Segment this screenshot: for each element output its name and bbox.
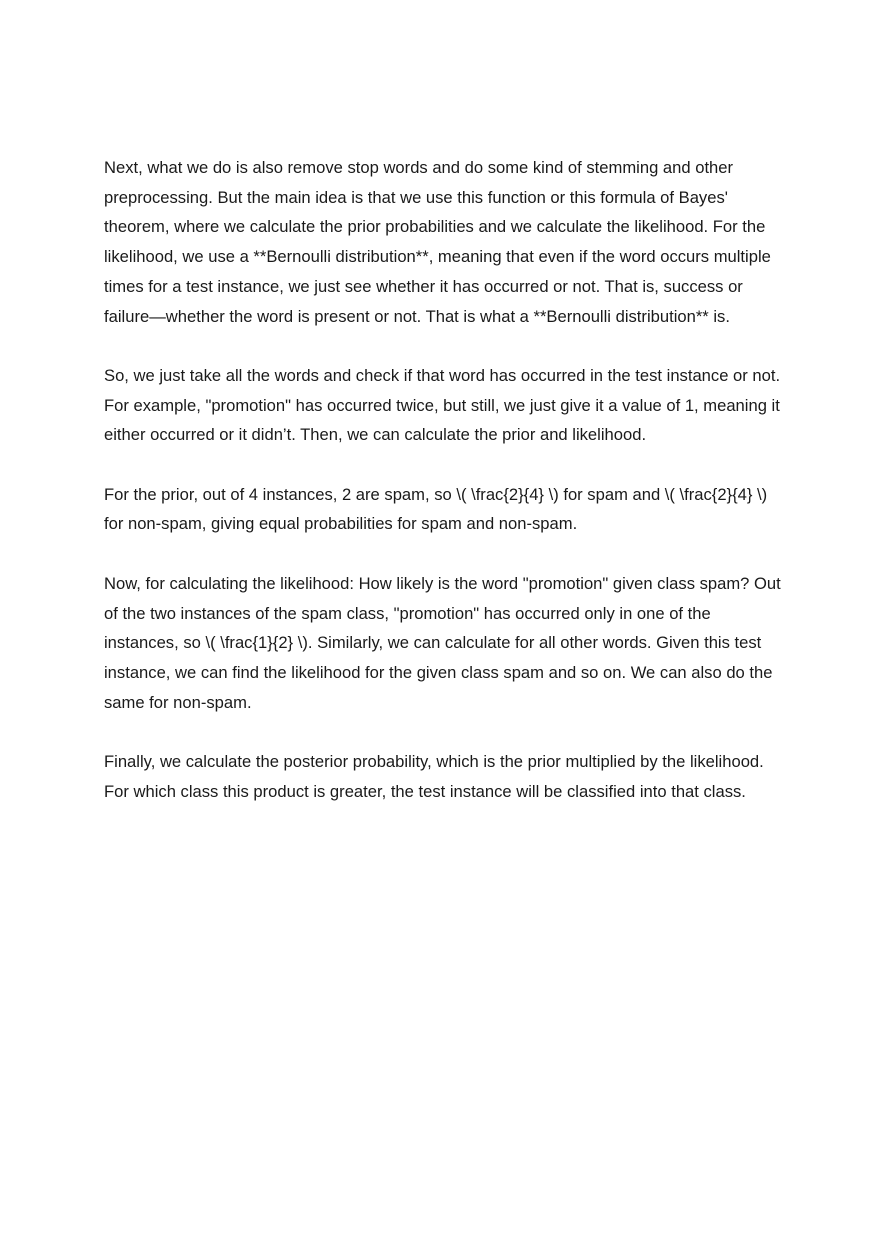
paragraph-bernoulli-intro: Next, what we do is also remove stop words and do some kind of stemming and other preprocessing. But the main idea is that we use this function or this formula of Bayes' theorem, where we calculate the prior probabilities and we calculate the likelihood. For the likelihood, we use a **Bernoulli distribution**, meaning that even if the word occurs multiple times for a test instance, we just see whether it has occurred or not. That is, success or failure—whether the word is present or not. That is what a **Bernoulli distribution** is. bbox=[104, 158, 771, 326]
paragraph-word-occurrence: So, we just take all the words and check if that word has occurred in the test instance or not. For example, "promotion" has occurred twice, but still, we just give it a value of 1, meaning it either occurred or it didn’t. Then, we can calculate the prior and likelihood. bbox=[104, 365, 781, 445]
document-body bbox=[104, 153, 784, 806]
paragraph-posterior: Finally, we calculate the posterior probability, which is the prior multiplied by the likelihood. For which class this product is greater, the test instance will be classified into that class. bbox=[104, 752, 764, 801]
paragraph-likelihood: Now, for calculating the likelihood: How likely is the word "promotion" given class spam? Out of the two instances of the spam class, "promotion" has occurred only in one of the instances, so \( \frac{1}{2} \). Similarly, we can calculate for all other words. Given this test instance, we can find the likelihood for the given class spam and so on. We can also do the same for non-spam. bbox=[104, 573, 781, 712]
paragraph-prior: For the prior, out of 4 instances, 2 are spam, so \( \frac{2}{4} \) for spam and \( \frac{2}{4} \) for non-spam, giving equal probabilities for spam and non-spam. bbox=[104, 484, 768, 534]
